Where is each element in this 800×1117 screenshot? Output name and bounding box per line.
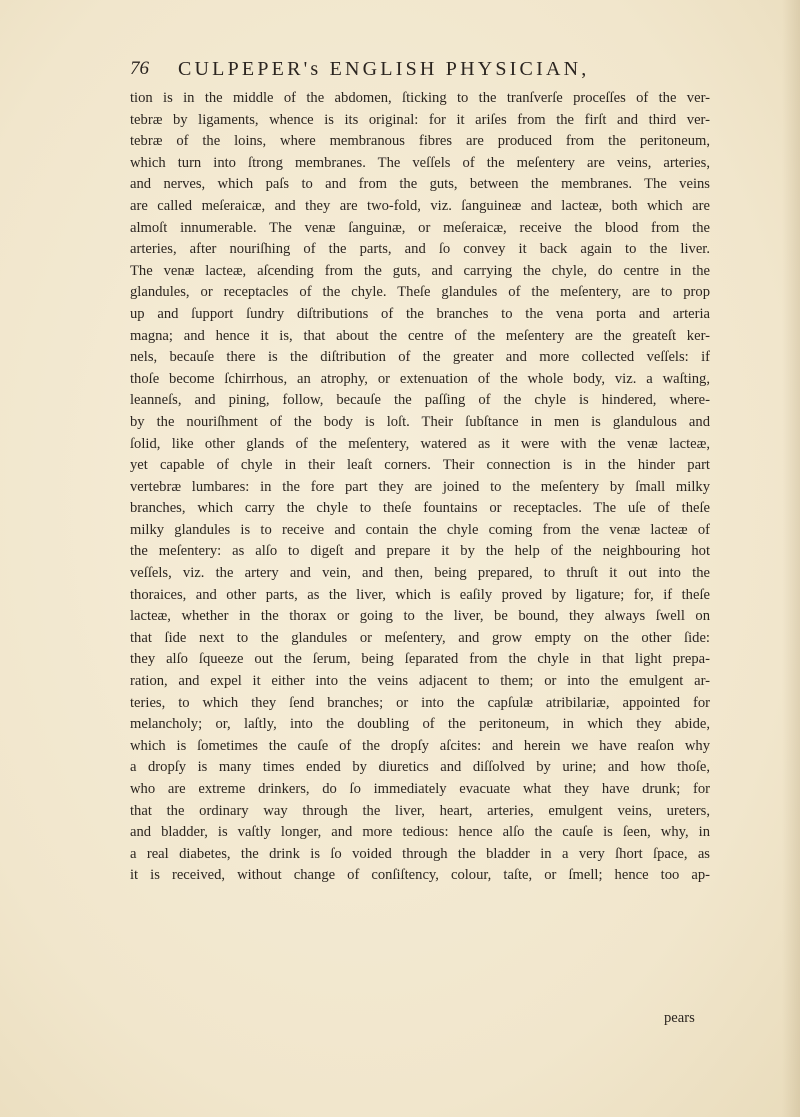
running-title: CULPEPER's ENGLISH PHYSICIAN,: [178, 58, 590, 80]
text-line: tebræ by ligaments, whence is its original: for it ariſes from the firſt and third ver-: [130, 111, 710, 128]
text-line: magna; and hence it is, that about the centre of the meſentery are the greateſt ker-: [130, 327, 710, 344]
text-line: tion is in the middle of the abdomen, ſticking to the tranſverſe proceſſes of the ver-: [130, 90, 710, 106]
text-line: almoſt innumerable. The venæ ſanguinæ, or meſeraicæ, receive the blood from the: [130, 219, 710, 236]
body-text: [130, 88, 710, 887]
catchword: pears: [664, 1010, 695, 1026]
page-header: [130, 58, 710, 88]
page-number: 76: [130, 58, 149, 79]
text-line: The venæ lacteæ, aſcending from the guts, and carrying the chyle, do centre in the: [130, 262, 710, 279]
text-line: who are extreme drinkers, do ſo immediately evacuate what they have drunk; for: [130, 781, 710, 797]
text-line: vertebræ lumbares: in the fore part they are joined to the meſentery by ſmall milky: [130, 478, 710, 495]
text-line: veſſels, viz. the artery and vein, and then, being prepared, to thruſt it out into the: [130, 565, 710, 582]
text-line: melancholy; or, laſtly, into the doubling of the peritoneum, in which they abide,: [130, 716, 710, 733]
text-line: thoſe become ſchirrhous, an atrophy, or extenuation of the whole body, viz. a waſting,: [130, 370, 710, 387]
text-line: leanneſs, and pining, follow, becauſe the paſſing of the chyle is hindered, where-: [130, 392, 710, 409]
text-line: are called meſeraicæ, and they are two-fold, viz. ſanguineæ and lacteæ, both which are: [130, 197, 710, 214]
text-line: thoraices, and other parts, as the liver, which is eaſily proved by ligature; for, if theſe: [130, 586, 710, 603]
text-line: up and ſupport ſundry diſtributions of the branches to the vena porta and arteria: [130, 305, 710, 322]
text-line: arteries, after nouriſhing of the parts, and ſo convey it back again to the liver.: [130, 241, 710, 258]
text-line: nels, becauſe there is the diſtribution of the greater and more collected veſſels: if: [130, 349, 710, 366]
text-line: which turn into ſtrong membranes. The veſſels of the meſentery are veins, arteries,: [130, 154, 710, 171]
text-line: the meſentery: as alſo to digeſt and prepare it by the help of the neighbouring hot: [130, 543, 710, 560]
text-line: that ſide next to the glandules or meſentery, and grow empty on the other ſide:: [130, 629, 710, 646]
text-line: it is received, without change of conſiſtency, colour, taſte, or ſmell; hence too ap-: [130, 867, 710, 884]
text-line: tebræ of the loins, where membranous fibres are produced from the peritoneum,: [130, 133, 710, 150]
text-line: a real diabetes, the drink is ſo voided through the bladder in a very ſhort ſpace, as: [130, 845, 710, 862]
text-line: and bladder, is vaſtly longer, and more tedious: hence alſo the cauſe is ſeen, why, in: [130, 824, 710, 841]
text-line: and nerves, which paſs to and from the guts, between the membranes. The veins: [130, 176, 710, 193]
text-line: glandules, or receptacles of the chyle. Theſe glandules of the meſentery, are to prop: [130, 284, 710, 301]
text-line: they alſo ſqueeze out the ſerum, being ſeparated from the chyle in that light prepa-: [130, 651, 710, 668]
text-line: yet capable of chyle in their leaſt corners. Their connection is in the hinder part: [130, 457, 710, 474]
text-line: branches, which carry the chyle to theſe fountains or receptacles. The uſe of theſe: [130, 500, 710, 517]
text-line: lacteæ, whether in the thorax or going to the liver, be bound, they always ſwell on: [130, 608, 710, 625]
text-line: ſolid, like other glands of the meſentery, watered as it were with the venæ lacteæ,: [130, 435, 710, 452]
page-edge-shadow: [782, 0, 800, 1117]
text-line: by the nouriſhment of the body is loſt. Their ſubſtance in men is glandulous and: [130, 413, 710, 430]
text-line: that the ordinary way through the liver, heart, arteries, emulgent veins, ureters,: [130, 802, 710, 819]
text-line: ration, and expel it either into the veins adjacent to them; or into the emulgent ar-: [130, 673, 710, 690]
text-line: which is ſometimes the cauſe of the dropſy aſcites: and herein we have reaſon why: [130, 737, 710, 754]
text-line: a dropſy is many times ended by diuretics and diſſolved by urine; and how thoſe,: [130, 759, 710, 776]
text-line: milky glandules is to receive and contain the chyle coming from the venæ lacteæ of: [130, 521, 710, 538]
text-line: teries, to which they ſend branches; or into the capſulæ atribilariæ, appointed for: [130, 694, 710, 711]
